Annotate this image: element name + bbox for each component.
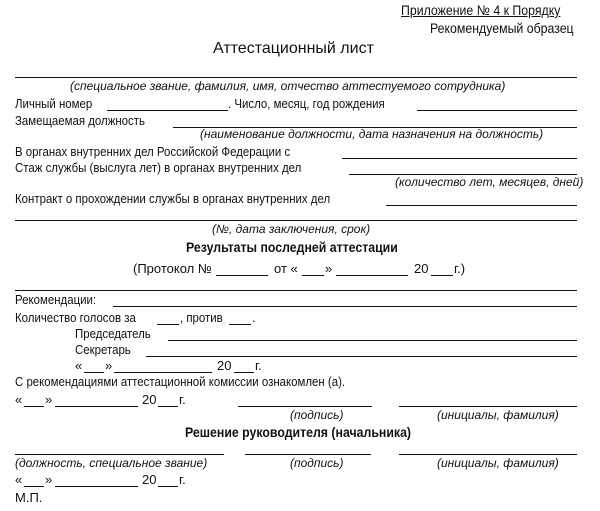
decision-month-field[interactable] bbox=[55, 486, 138, 487]
commission-year-field[interactable] bbox=[234, 372, 254, 373]
protocol-prefix: (Протокол № bbox=[133, 261, 212, 276]
secretary-field[interactable] bbox=[146, 356, 577, 357]
votes-against-field[interactable] bbox=[229, 324, 251, 325]
ack-month-field[interactable] bbox=[55, 406, 138, 407]
decision-date-open: « bbox=[15, 472, 23, 487]
commission-month-field[interactable] bbox=[114, 372, 212, 373]
protocol-year-suffix: г.) bbox=[454, 261, 466, 276]
contract-field-line2[interactable] bbox=[15, 220, 577, 221]
ack-date-open: « bbox=[15, 392, 23, 407]
commission-year-prefix: 20 bbox=[217, 358, 232, 373]
decision-year-prefix: 20 bbox=[142, 472, 157, 487]
votes-end: . bbox=[252, 310, 256, 325]
decision-date-close: » bbox=[45, 472, 53, 487]
decision-name-field[interactable] bbox=[399, 454, 577, 455]
ack-year-suffix: г. bbox=[179, 392, 186, 407]
personal-number-label: Личный номер bbox=[15, 96, 93, 111]
protocol-from: от « bbox=[274, 261, 298, 276]
commission-date-close: » bbox=[105, 358, 113, 373]
personal-number-field[interactable] bbox=[107, 110, 228, 111]
results-heading: Результаты последней аттестации bbox=[186, 239, 398, 255]
decision-day-field[interactable] bbox=[24, 486, 44, 487]
decision-position-field[interactable] bbox=[15, 454, 224, 455]
ack-signature-field[interactable] bbox=[238, 406, 372, 407]
ack-signature-hint: (подпись) bbox=[290, 408, 344, 422]
mvd-since-label: В органах внутренних дел Российской Федерации с bbox=[15, 144, 291, 159]
results-blank-line[interactable] bbox=[15, 290, 577, 291]
votes-for-field[interactable] bbox=[157, 324, 179, 325]
ack-day-field[interactable] bbox=[24, 406, 44, 407]
ack-name-hint: (инициалы, фамилия) bbox=[437, 408, 559, 422]
birth-date-label: . Число, месяц, год рождения bbox=[228, 96, 385, 111]
acknowledge-text: С рекомендациями аттестационной комиссии ознакомлен (а). bbox=[15, 374, 346, 389]
commission-date-open: « bbox=[75, 358, 83, 373]
position-hint: (наименование должности, дата назначения на должность) bbox=[200, 127, 544, 141]
chairman-field[interactable] bbox=[168, 340, 577, 341]
protocol-quote-close: » bbox=[325, 261, 333, 276]
contract-field[interactable] bbox=[386, 205, 577, 206]
protocol-year-field[interactable] bbox=[431, 275, 453, 276]
stamp-place: М.П. bbox=[15, 490, 43, 505]
contract-hint: (№, дата заключения, срок) bbox=[212, 222, 371, 236]
decision-name-hint: (инициалы, фамилия) bbox=[437, 456, 559, 470]
protocol-day-field[interactable] bbox=[302, 275, 324, 276]
contract-label: Контракт о прохождении службы в органах внутренних дел bbox=[15, 191, 331, 206]
commission-year-suffix: г. bbox=[255, 358, 262, 373]
protocol-number-field[interactable] bbox=[216, 275, 268, 276]
ack-year-field[interactable] bbox=[158, 406, 178, 407]
decision-heading: Решение руководителя (начальника) bbox=[185, 424, 412, 440]
protocol-month-field[interactable] bbox=[336, 275, 408, 276]
person-hint: (специальное звание, фамилия, имя, отчество аттестуемого сотрудника) bbox=[70, 79, 506, 93]
recommendations-label: Рекомендации: bbox=[15, 292, 97, 307]
decision-position-hint: (должность, специальное звание) bbox=[15, 456, 208, 470]
service-length-hint: (количество лет, месяцев, дней) bbox=[395, 175, 584, 189]
commission-day-field[interactable] bbox=[84, 372, 104, 373]
secretary-label: Секретарь bbox=[75, 342, 131, 357]
decision-year-suffix: г. bbox=[179, 472, 186, 487]
votes-for-label: Количество голосов за bbox=[15, 310, 136, 325]
decision-year-field[interactable] bbox=[158, 486, 178, 487]
decision-signature-hint: (подпись) bbox=[290, 456, 344, 470]
recommendations-field[interactable] bbox=[113, 306, 577, 307]
protocol-year-prefix: 20 bbox=[414, 261, 429, 276]
mvd-since-field[interactable] bbox=[342, 158, 577, 159]
person-line[interactable] bbox=[15, 77, 577, 78]
ack-year-prefix: 20 bbox=[142, 392, 157, 407]
ack-name-field[interactable] bbox=[399, 406, 577, 407]
chairman-label: Председатель bbox=[75, 326, 151, 341]
appendix-reference: Приложение № 4 к Порядку bbox=[401, 2, 561, 18]
ack-date-close: » bbox=[45, 392, 53, 407]
position-label: Замещаемая должность bbox=[15, 113, 145, 128]
recommended-sample-note: Рекомендуемый образец bbox=[430, 20, 574, 36]
page-title: Аттестационный лист bbox=[213, 40, 374, 57]
birth-date-field[interactable] bbox=[417, 110, 577, 111]
votes-against-label: , против bbox=[180, 310, 223, 325]
service-length-label: Стаж службы (выслуга лет) в органах внутренних дел bbox=[15, 160, 302, 175]
decision-signature-field[interactable] bbox=[245, 454, 371, 455]
